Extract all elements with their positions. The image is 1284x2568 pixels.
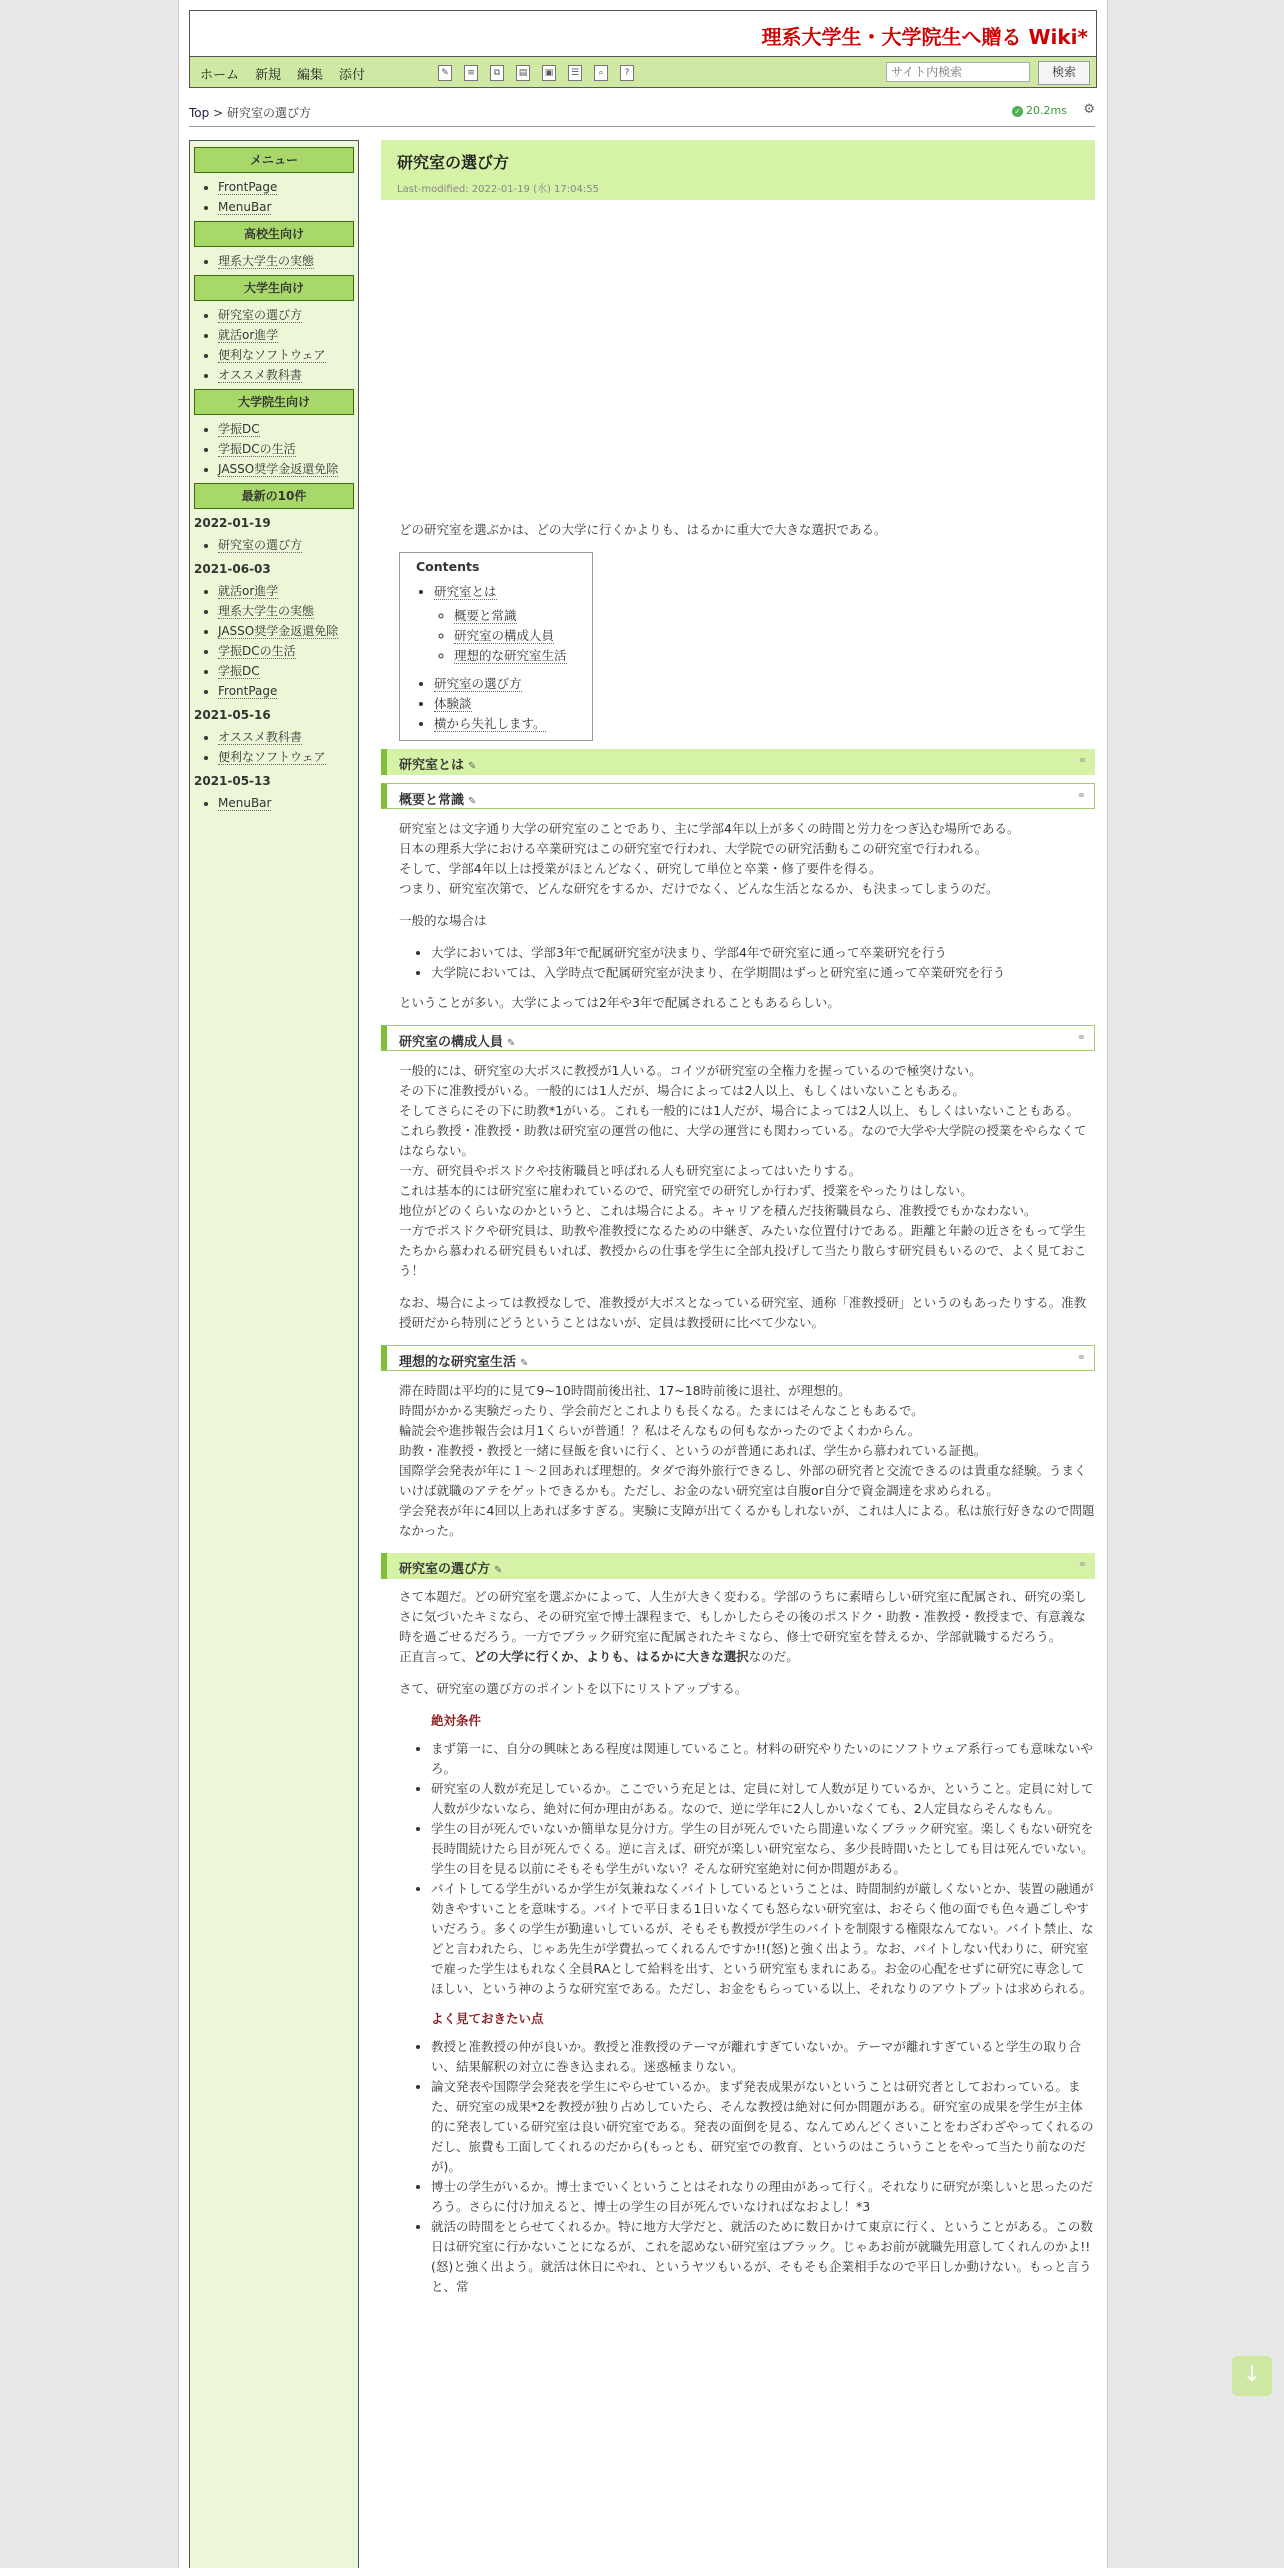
paragraph: さて、研究室の選び方のポイントを以下にリストアップする。 [399,1681,748,1696]
subsection-title: 理想的な研究室生活 [399,1355,517,1370]
list-item: • 大学院においては、入学時点で配属研究室が決まり、在学期間はずっと研究室に通って卒業研究を行う [431,963,1095,983]
toc-link[interactable]: 研究室の構成人員 [454,628,555,643]
recent-date: 2021-05-16 [194,708,271,722]
section-title: 研究室とは [399,758,465,773]
check-icon: ✓ [1012,106,1023,117]
recent-item[interactable]: JASSO奨学金返還免除 [218,624,339,638]
recent-item[interactable]: オススメ教科書 [218,730,302,744]
text-line: これは基本的には研究室に雇われているので、研究室での研究しか行わず、授業をやったりはしない。 [399,1183,973,1198]
render-timing [1012,104,1067,117]
sidebar-item[interactable]: 研究室の選び方 [218,308,303,322]
site-title[interactable]: 理系大学生・大学院生へ贈る Wiki* [761,25,1088,49]
subsection-heading [381,1025,1095,1051]
recent-date: 2022-01-19 [194,516,271,530]
table-of-contents [399,552,593,741]
sidebar-heading-highschool: 高校生向け [194,221,354,247]
toc-link[interactable]: 研究室の選び方 [434,676,522,691]
page-title: 研究室の選び方 [397,153,510,172]
rename-icon[interactable]: ▤ [516,65,530,81]
ad-space [381,210,1095,520]
paragraph [399,819,1095,899]
sidebar-item[interactable]: 理系大学生の実態 [218,254,315,268]
nav-new[interactable]: 新規 [255,68,282,83]
anchor-icon[interactable]: ⚭ [1077,1558,1087,1571]
divider [189,126,1095,127]
list-item: • 就活の時間をとらせてくれるか。特に地方大学だと、就活のために数日かけて東京に行く、ということがある。この数日は研究室に行かないことになるが、これを認めない研究室はブラック。じゃあお前が就職先用意してくれんのかよ!!(怒)と強く出よう。就活は休日にやれ、というヤツもいるが、そもそも企業相手なので平日しか動けない。もっと言うと、常 [431,2217,1095,2297]
bullet-list [399,943,1095,983]
pencil-icon[interactable]: ✎ [507,1038,516,1049]
look-points-heading: よく見ておきたい点 [431,2011,544,2026]
header [189,10,1097,58]
bullet-list [399,1739,1095,1999]
section-title: 研究室の選び方 [399,1562,491,1577]
scroll-down-button[interactable] [1232,2356,1272,2396]
pencil-icon[interactable]: ✎ [494,1565,503,1576]
subsection-title: 研究室の構成人員 [399,1035,504,1050]
nav-home[interactable]: ホーム [200,68,240,83]
recent-item[interactable]: 学振DCの生活 [218,644,296,658]
text-line: 国際学会発表が年に１～２回あれば理想的。タダで海外旅行できるし、外部の研究者と交流できるのは貴重な経験。うまくいけば就職のアテをゲットできるかも。ただし、お金のない研究室は自腹or自分で資金調達を求められる。 [399,1463,1087,1498]
toc-link[interactable]: 体験談 [434,696,472,711]
nav-edit[interactable]: 編集 [297,68,324,83]
toolbar [189,56,1097,88]
text-line: つまり、研究室次第で、どんな研究をするか、だけでなく、どんな生活となるか、も決まってしまうのだ。 [399,881,999,896]
page-title-box [381,140,1095,200]
text-line: 正直言って、 [399,1649,474,1664]
emphasis: どの大学に行くか、よりも、はるかに大きな選択 [473,1649,749,1664]
paragraph [399,1587,1095,1667]
paragraph: なお、場合によっては教授なしで、准教授が大ボスとなっている研究室、通称「准教授研」というのもあったりする。准教授研だから特別にどうということはないが、定員は教授研に比べて少ない。 [399,1295,1087,1330]
text-line: 一方、研究員やポスドクや技術職員と呼ばれる人も研究室によってはいたりする。 [399,1163,862,1178]
sidebar-item[interactable]: MenuBar [218,200,272,214]
sidebar-heading-recent: 最新の10件 [194,483,354,509]
recent-date: 2021-05-13 [194,774,271,788]
help-icon[interactable]: ? [620,65,634,81]
recent-item[interactable]: FrontPage [218,684,278,698]
bullet-list [399,2037,1095,2297]
pencil-icon[interactable]: ✎ [468,761,477,772]
recent-item[interactable]: 学振DC [218,664,260,678]
pencil-icon[interactable]: ✎ [468,796,477,807]
pencil-icon[interactable]: ✎ [520,1358,529,1369]
arrow-down-icon: ↓ [1242,2362,1262,2387]
breadcrumb-sep: > [209,106,227,120]
recent-date: 2021-06-03 [194,562,271,576]
anchor-icon[interactable]: ⚭ [1076,1031,1086,1044]
toc-link[interactable]: 横から失礼します。 [434,716,546,731]
page [178,0,1108,2568]
section-heading [381,749,1095,775]
recent-item[interactable]: 研究室の選び方 [218,538,303,552]
intro-text: どの研究室を選ぶかは、どの大学に行くかよりも、はるかに重大で大きな選択である。 [399,522,887,537]
paragraph: 一般的な場合は [399,913,487,928]
sidebar-item[interactable]: FrontPage [218,180,278,194]
sidebar-item[interactable]: 学振DCの生活 [218,442,296,456]
sidebar-heading-menu: メニュー [194,147,354,173]
sidebar-heading-graduate: 大学院生向け [194,389,354,415]
breadcrumb-top[interactable]: Top [189,106,210,120]
breadcrumb-current: 研究室の選び方 [226,106,311,120]
list-item: • 研究室の人数が充足しているか。ここでいう充足とは、定員に対して人数が足りているか、ということ。定員に対して人数が少ないなら、絶対に何か理由がある。なので、逆に学年に2人しかいなくても、2人定員ならそんなもん。 [431,1779,1095,1819]
toc-link[interactable]: 概要と常識 [454,608,517,623]
toc-title: Contents [416,559,480,574]
text-line: 学会発表が年に4回以上あれば多すぎる。実験に支障が出てくるかもしれないが、これは人による。私は旅行好きなので問題なかった。 [399,1503,1095,1538]
recent-item[interactable]: 便利なソフトウェア [218,750,326,764]
subsection-title: 概要と常識 [399,793,465,808]
list-item: • バイトしてる学生がいるか学生が気兼ねなくバイトしているということは、時間制約が厳しくないとか、装置の融通が効きやすいことを意味する。バイトで平日まる1日いなくても怒らない研究室は、おそらく他の面でも色々過ごしやすいだろう。多くの学生が勤違いしているが、そもそも教授が学生のバイトを制限する権限なんてない。バイト禁止、などと言われたら、じゃあ先生が学費払ってくれるんですか!!(怒)と強く出よう。なお、バイトしない代わりに、研究室で雇った学生はもれなく全員RAとして給料を出す、という研究室もまれにある。お金の心配をせずに研究に専念してほしい、という神のような研究室である。ただし、お金をもらっている以上、それなりのアウトプットは求められる。 [431,1879,1095,1999]
text-line: 一般的には、研究室の大ボスに教授が1人いる。コイツが研究室の全権力を握っているので極突けない。 [399,1063,982,1078]
nav-links [200,64,365,83]
text-line: 輪読会や進捗報告会は月1くらいが普通！？私はそんなもの何もなかったのでよくわからん。 [399,1423,921,1438]
edit-icon[interactable]: ✎ [438,65,452,81]
nav-attach[interactable]: 添付 [339,68,366,83]
text-line: 地位がどのくらいなのかというと、これは場合による。キャリアを積んだ技術職員なら、准教授でもかなわない。 [399,1203,1037,1218]
subsection-heading [381,1345,1095,1371]
list-item: • 大学においては、学部3年で配属研究室が決まり、学部4年で研究室に通って卒業研究を行う [431,943,1095,963]
sidebar-item[interactable]: 学振DC [218,422,260,436]
recent-item[interactable]: 就活or進学 [218,584,279,598]
breadcrumb [189,104,311,121]
last-modified: Last-modified: 2022-01-19 (水) 17:04:55 [397,184,599,195]
must-conditions-heading: 絶対条件 [431,1713,482,1728]
text-line: 助教・准教授・教授と一緒に昼飯を食いに行く、というのが普通にあれば、学生から慕われている証拠。 [399,1443,987,1458]
text-line: なのだ。 [748,1649,799,1664]
section-heading [381,1553,1095,1579]
timing-value: 20.2ms [1026,104,1067,117]
sidebar [189,140,359,2568]
diff-icon[interactable]: ≡ [464,65,478,81]
sidebar-item[interactable]: JASSO奨学金返還免除 [218,462,339,476]
tool-icons [438,65,634,81]
list-item: • 論文発表や国際学会発表を学生にやらせているか。まず発表成果がないということは研究者としておわっている。また、研究室の成果*2を教授が独り占めしていたら、そんな教授は絶対に何か問題がある。研究室の成果を学生が主体的に発表している研究室は良い研究室である。発表の面倒を見る、なんてめんどくさいことをわざわざやってくれるのだし、旅費も工面してくれるのだから(もっとも、研究室での教育、というのはこういうことをやって当たり前なのだが)。 [431,2077,1095,2177]
text-line: そしてさらにその下に助教*1がいる。これも一般的には1人だが、場合によっては2人以上、もしくはいないこともある。 [399,1103,1080,1118]
subsection-heading [381,783,1095,809]
text-line: 研究室とは文字通り大学の研究室のことであり、主に学部4年以上が多くの時間と労力をつぎ込む場所である。 [399,821,1020,836]
sidebar-item[interactable]: 就活or進学 [218,328,279,342]
text-line: その下に准教授がいる。一般的には1人だが、場合によっては2人以上、もしくはいないこともある。 [399,1083,965,1098]
text-line: そして、学部4年以上は授業がほとんどなく、研究して単位と卒業・修了要件を得る。 [399,861,882,876]
list-item: • 学生の目が死んでいないか簡単な見分け方。学生の目が死んでいたら間違いなくブラック研究室。楽しくもない研究を長時間続けたら目が死んでくる。逆に言えば、研究が楽しい研究室なら、多少長時間いたとしても目は死んでいない。学生の目を見る以前にそもそも学生がいない？そんな研究室絶対に何か問題がある。 [431,1819,1095,1879]
sidebar-heading-university: 大学生向け [194,275,354,301]
text-line: 一方でポスドクや研究員は、助教や准教授になるための中継ぎ、みたいな位置付けである。距離と年齢の近さをもって学生たちから慕われる研究員もいれば、教授からの仕事を学生に全部丸投げして当たり散らす研究員もいるので、よく見ておこう！ [399,1223,1087,1278]
paragraph: ということが多い。大学によっては2年や3年で配属されることもあるらしい。 [399,995,840,1010]
search-page-icon[interactable]: ⌕ [594,65,608,81]
text-line: 滞在時間は平均的に見て9~10時間前後出社、17~18時前後に退社、が理想的。 [399,1383,851,1398]
text-line: 日本の理系大学における卒業研究はこの研究室で行われ、大学院での研究活動もこの研究室で行われる。 [399,841,988,856]
search-input[interactable] [886,62,1030,82]
main-content [381,140,1095,2307]
anchor-icon[interactable]: ⚭ [1077,754,1087,767]
toc-link[interactable]: 理想的な研究室生活 [454,648,567,663]
lock-icon[interactable]: ▣ [542,65,556,81]
recent-item[interactable]: MenuBar [218,796,272,810]
list-item: • まず第一に、自分の興味とある程度は関連していること。材料の研究やりたいのにソフトウェア系行っても意味ないやろ。 [431,1739,1095,1779]
list-item: • 博士の学生がいるか。博士までいくということはそれなりの理由があって行く。それなりに研究が楽しいと思ったのだろう。さらに付け加えると、博士の学生の目が死んでいなければなおよし！*3 [431,2177,1095,2217]
gear-icon[interactable]: ⚙ [1083,102,1095,117]
text-line: さて本題だ。どの研究室を選ぶかによって、人生が大きく変わる。学部のうちに素晴らしい研究室に配属され、研究の楽しさに気づいたキミなら、その研究室で博士課程まで、もしかしたらその後のポスドク・助教・准教授・教授まで、有意義な時を過ごせるだろう。一方でブラック研究室に配属されたキミなら、修士で研究室を替えるか、学部就職するだろう。 [399,1589,1088,1644]
toc-link[interactable]: 研究室とは [434,584,497,599]
paragraph [399,1381,1095,1541]
text-line: 時間がかかる実験だったり、学会前だとこれよりも長くなる。たまにはそんなこともあるで。 [399,1403,924,1418]
sidebar-item[interactable]: 便利なソフトウェア [218,348,326,362]
text-line: これら教授・准教授・助教は研究室の運営の他に、大学の運営にも関わっている。なので大学や大学院の授業をやらなくてはならない。 [399,1123,1087,1158]
sidebar-item[interactable]: オススメ教科書 [218,368,302,382]
paragraph [399,1061,1095,1281]
recent-item[interactable]: 理系大学生の実態 [218,604,315,618]
anchor-icon[interactable]: ⚭ [1076,1351,1086,1364]
anchor-icon[interactable]: ⚭ [1076,789,1086,802]
list-icon[interactable]: ☰ [568,65,582,81]
copy-icon[interactable]: ⧉ [490,65,504,81]
search-button[interactable]: 検索 [1038,61,1090,85]
list-item: • 教授と准教授の仲が良いか。教授と准教授のテーマが離れすぎていないか。テーマが離れすぎていると学生の取り合い、結果解釈の対立に巻き込まれる。迷惑極まりない。 [431,2037,1095,2077]
